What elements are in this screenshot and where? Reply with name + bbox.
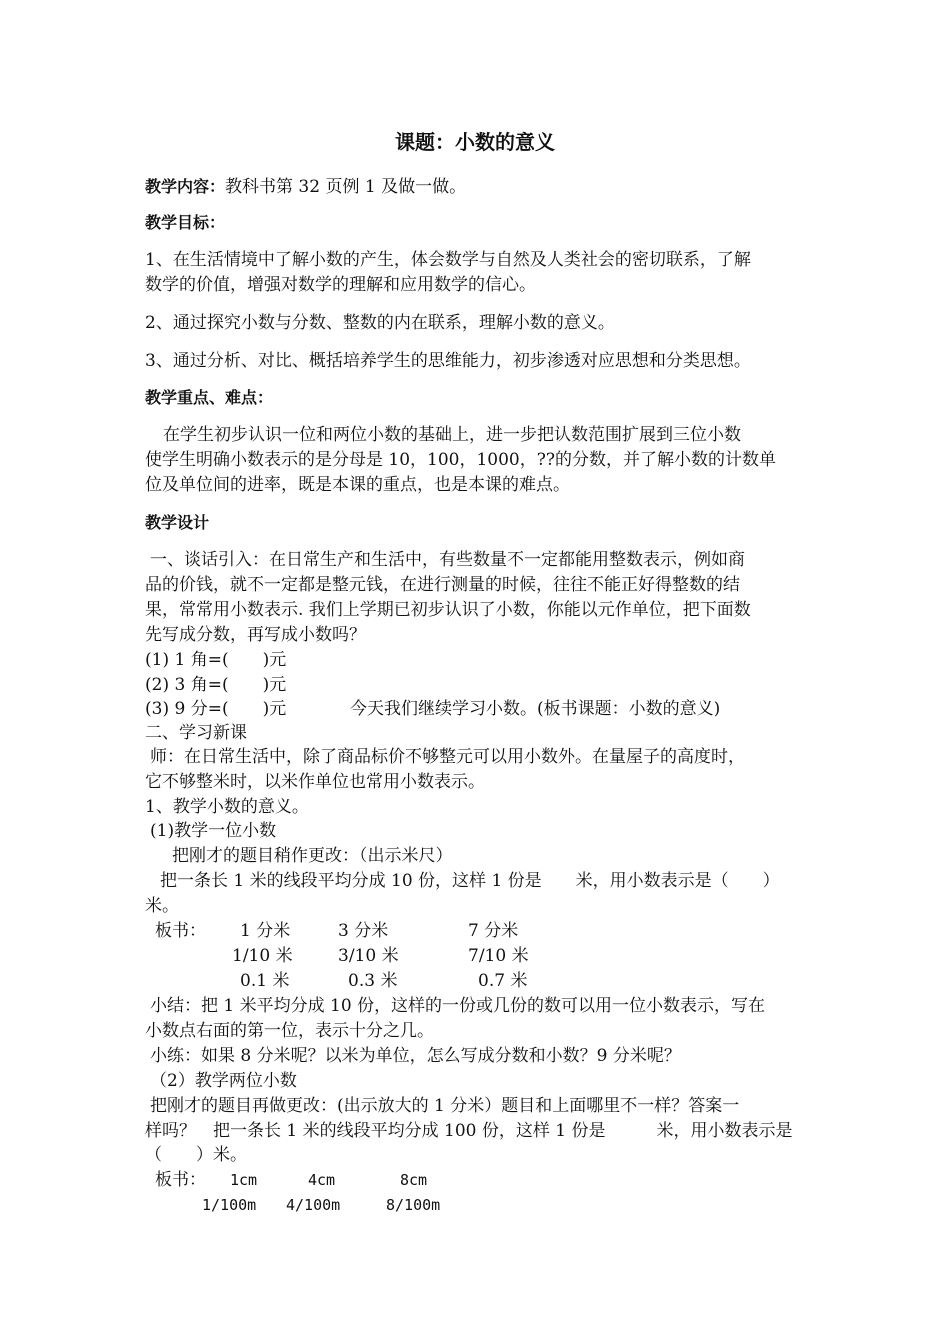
board-1-cell: 0.3 米 xyxy=(348,971,398,991)
board-2-cell: 8cm xyxy=(400,1171,428,1189)
teaching-content-label: 教学内容： xyxy=(145,177,226,196)
board-1-cell: 0.7 米 xyxy=(478,971,528,991)
board-1-cell: 7/10 米 xyxy=(468,946,529,966)
intro-line-d: 先写成分数，再写成小数吗？ xyxy=(145,625,366,645)
teacher-line-b: 它不够整米时，以米作单位也常用小数表示。 xyxy=(145,772,485,792)
question-3: (3) 9 分=( )元 xyxy=(145,699,287,719)
intro-line-b: 品的价钱，就不一定都是整元钱，在进行测量的时候，往往不能正好得整数的结 xyxy=(145,575,740,595)
board-2-cell: 4/100m xyxy=(286,1196,341,1214)
question-1: (1) 1 角=( )元 xyxy=(145,650,287,670)
key-points-heading: 教学重点、难点： xyxy=(145,388,274,407)
goal-3: 3、通过分析、对比、概括培养学生的思维能力，初步渗透对应思想和分类思想。 xyxy=(145,351,751,371)
key-points-line-a: 在学生初步认识一位和两位小数的基础上，进一步把认数范围扩展到三位小数 xyxy=(163,425,741,445)
section-2-heading: 二、学习新课 xyxy=(145,723,247,743)
board-1-label: 板书： xyxy=(155,921,206,941)
question-2: (2) 3 角=( )元 xyxy=(145,675,287,695)
page-title: 课题：小数的意义 xyxy=(395,130,555,154)
change-2-line-c: （ ）米。 xyxy=(145,1145,247,1165)
board-1-cell: 0.1 米 xyxy=(240,971,290,991)
teaching-design-heading: 教学设计 xyxy=(145,513,210,532)
teaching-goals-heading: 教学目标： xyxy=(145,213,226,232)
summary-line-b: 小数点右面的第一位，表示十分之几。 xyxy=(145,1021,434,1041)
board-2-cell: 4cm xyxy=(308,1171,336,1189)
intro-line-a: 一、谈话引入：在日常生产和生活中，有些数量不一定都能用整数表示，例如商 xyxy=(150,550,745,570)
teacher-line-a: 师：在日常生活中，除了商品标价不够整元可以用小数外。在量屋子的高度时， xyxy=(150,747,745,767)
subsection-1: 1、教学小数的意义。 xyxy=(145,797,309,817)
board-1-cell: 1/10 米 xyxy=(232,946,293,966)
problem-1-line-a: 把一条长 1 米的线段平均分成 10 份，这样 1 份是 米，用小数表示是（ ） xyxy=(160,871,780,891)
subsection-1-1: (1)教学一位小数 xyxy=(150,821,277,841)
board-2-cell: 1/100m xyxy=(202,1196,257,1214)
question-3-note: 今天我们继续学习小数。(板书课题：小数的意义) xyxy=(350,699,721,719)
key-points-line-c: 位及单位间的进率，既是本课的重点，也是本课的难点。 xyxy=(145,475,570,495)
change-2-line-a: 把刚才的题目再做更改：(出示放大的 1 分米）题目和上面哪里不一样？答案一 xyxy=(150,1096,740,1116)
summary-line-a: 小结：把 1 米平均分成 10 份，这样的一份或几份的数可以用一位小数表示，写在 xyxy=(150,996,766,1016)
goal-1-line-b: 数学的价值，增强对数学的理解和应用数学的信心。 xyxy=(145,275,536,295)
goal-1-line-a: 1、在生活情境中了解小数的产生，体会数学与自然及人类社会的密切联系，了解 xyxy=(145,250,751,270)
board-1-cell: 3/10 米 xyxy=(338,946,399,966)
board-1-cell: 1 分米 xyxy=(240,921,291,941)
subsection-1-2: （2）教学两位小数 xyxy=(150,1071,297,1091)
problem-1-line-b: 米。 xyxy=(145,896,179,916)
board-1-cell: 7 分米 xyxy=(468,921,519,941)
board-2-label: 板书： xyxy=(155,1170,206,1190)
change-1-line: 把刚才的题目稍作更改：（出示米尺） xyxy=(172,846,453,866)
goal-2: 2、通过探究小数与分数、整数的内在联系，理解小数的意义。 xyxy=(145,313,615,333)
change-2-line-b: 样吗？ 把一条长 1 米的线段平均分成 100 份，这样 1 份是 米，用小数表示是 xyxy=(145,1121,793,1141)
intro-line-c: 果，常常用小数表示. 我们上学期已初步认识了小数，你能以元作单位，把下面数 xyxy=(145,600,751,620)
key-points-line-b: 使学生明确小数表示的是分母是 10，100，1000，??的分数，并了解小数的计数单 xyxy=(145,450,776,470)
board-1-cell: 3 分米 xyxy=(338,921,389,941)
board-2-cell: 1cm xyxy=(230,1171,258,1189)
teaching-content-text: 教科书第 32 页例 1 及做一做。 xyxy=(225,177,467,197)
teaching-content-line xyxy=(145,176,466,198)
practice-line: 小练：如果 8 分米呢？以米为单位，怎么写成分数和小数？9 分米呢？ xyxy=(150,1046,681,1066)
board-2-cell: 8/100m xyxy=(386,1196,441,1214)
